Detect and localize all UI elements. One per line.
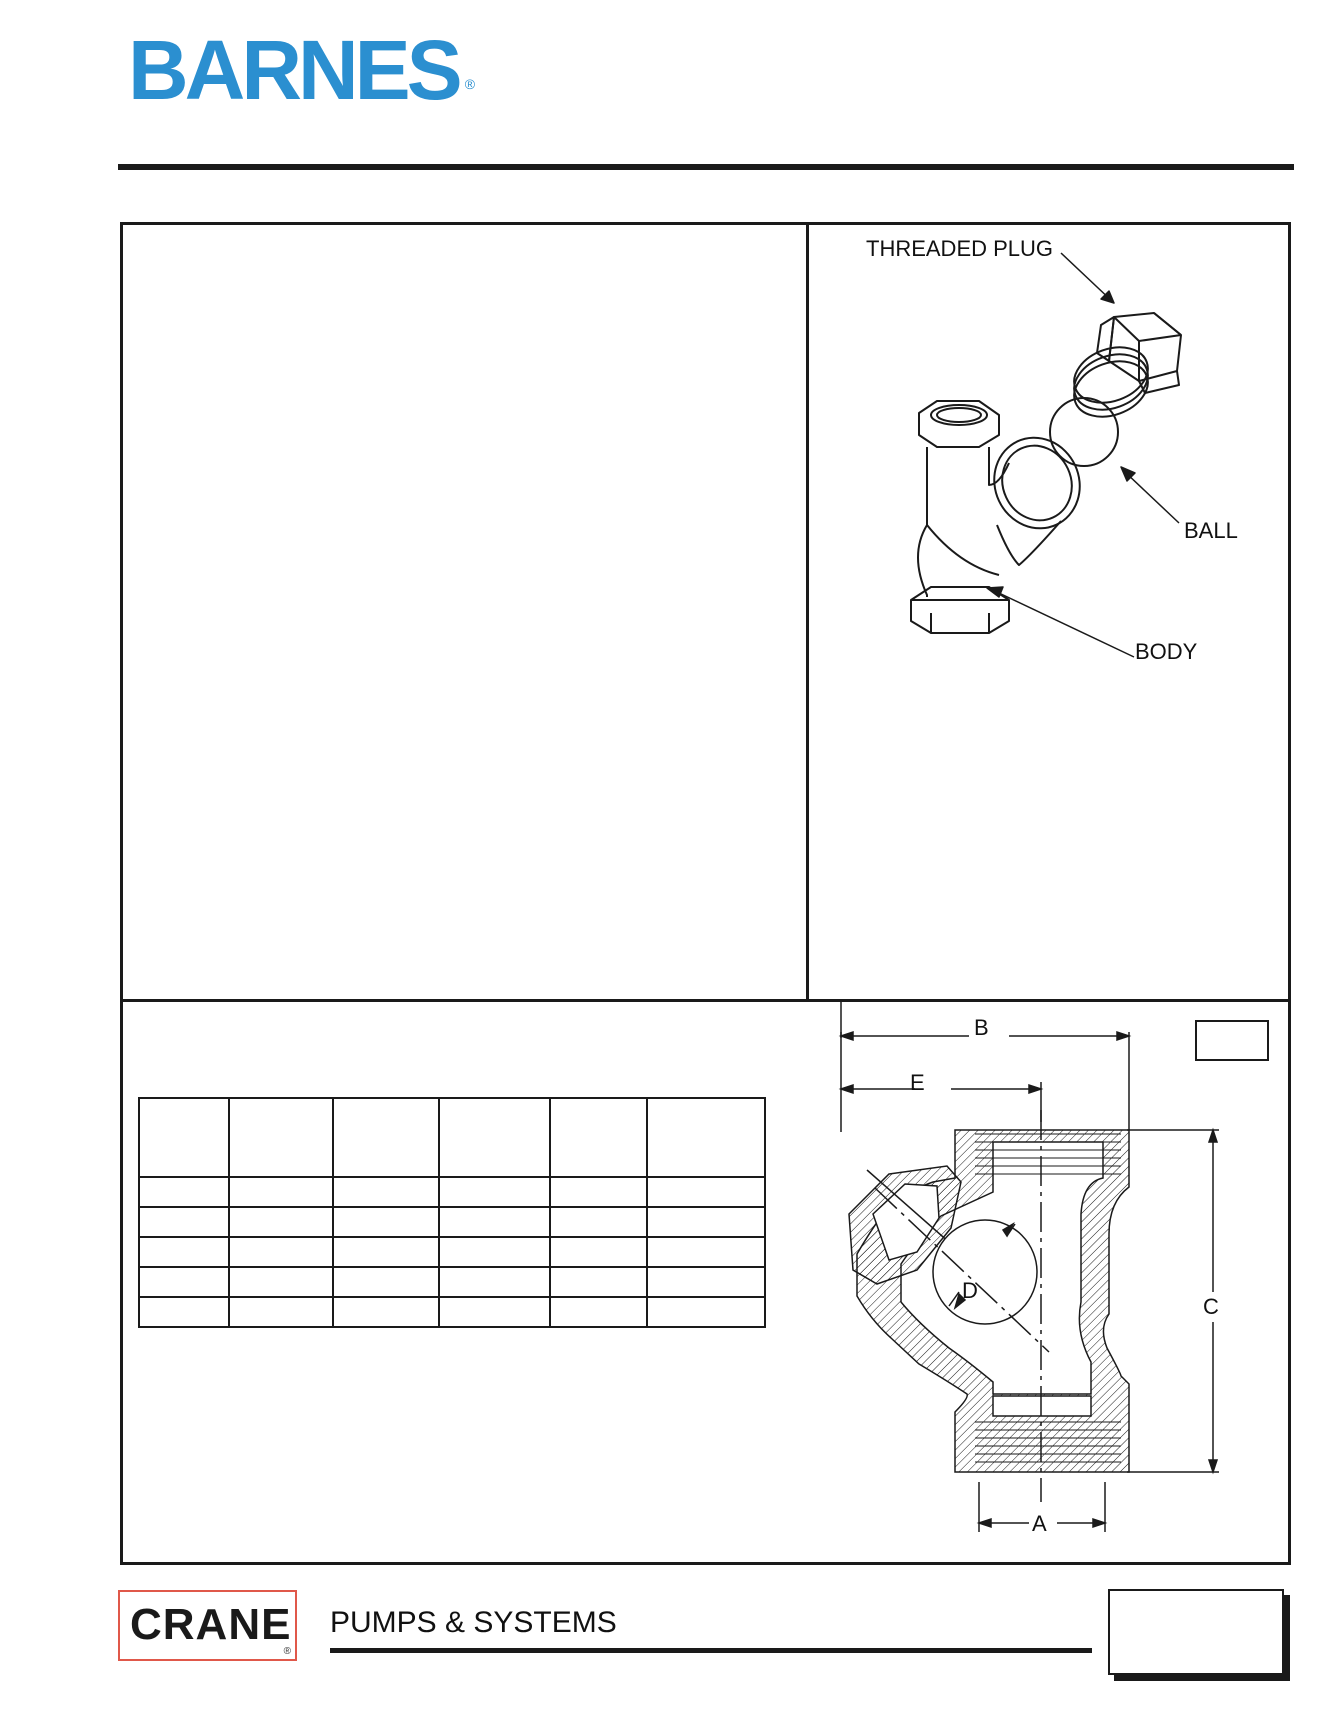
barnes-logo — [128, 23, 476, 117]
ball-drawing — [1050, 398, 1118, 466]
dimension-drawing — [809, 1002, 1288, 1562]
table-row — [139, 1177, 765, 1207]
threaded-plug-label: THREADED PLUG — [866, 236, 1054, 261]
table-row — [139, 1267, 765, 1297]
division-name: PUMPS & SYSTEMS — [330, 1606, 617, 1639]
dimension-label-e: E — [910, 1070, 925, 1095]
page-number-box — [1108, 1589, 1284, 1675]
table-row — [139, 1237, 765, 1267]
table-row — [139, 1207, 765, 1237]
spec-table-header-row — [139, 1098, 765, 1177]
crane-logo-text: CRANE — [130, 1600, 292, 1649]
barnes-logo-text: BARNES — [128, 23, 459, 117]
registered-mark: ® — [464, 76, 476, 92]
dimension-label-a: A — [1032, 1511, 1047, 1536]
body-drawing — [911, 401, 1095, 633]
body-label: BODY — [1135, 639, 1198, 664]
exploded-view-drawing — [809, 225, 1288, 999]
spec-table — [138, 1097, 766, 1328]
threaded-plug-drawing — [1066, 313, 1181, 426]
crane-registered-mark: ® — [283, 1646, 291, 1657]
table-row — [139, 1297, 765, 1327]
dimension-label-c: C — [1203, 1294, 1219, 1319]
ball-label: BALL — [1184, 518, 1238, 543]
header-rule — [118, 164, 1294, 170]
footer-rule — [330, 1648, 1092, 1653]
crane-logo — [118, 1590, 297, 1661]
dimension-label-b: B — [974, 1015, 989, 1040]
model-tag-box — [1195, 1020, 1269, 1061]
dimension-label-d: D — [962, 1278, 978, 1303]
